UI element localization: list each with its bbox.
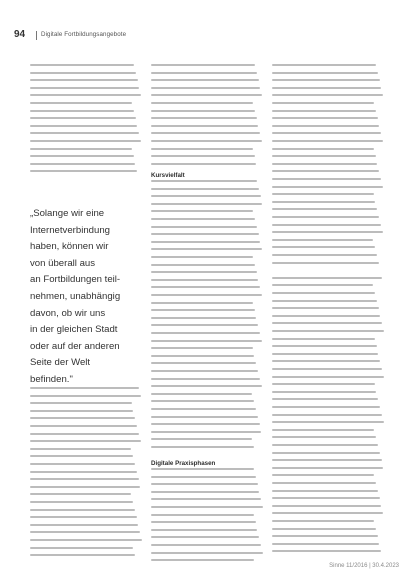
pull-quote-line: von überall aus [30, 257, 96, 269]
pull-quote-line: an Fortbildungen teil- [30, 274, 121, 286]
body-text-line [272, 292, 375, 294]
body-text-line [272, 163, 377, 165]
body-text-line [272, 132, 381, 134]
body-text-line [30, 417, 135, 419]
body-text-line [151, 94, 262, 96]
body-text-line [272, 140, 383, 142]
body-text-line [272, 414, 382, 416]
header-divider [36, 31, 37, 40]
body-text-line [272, 239, 373, 241]
body-text-line [30, 425, 137, 427]
body-text-line [151, 340, 262, 342]
body-text-line [272, 345, 377, 347]
body-text-line [272, 94, 383, 96]
body-text-line [30, 486, 140, 488]
body-text-line [30, 531, 140, 533]
body-text-line [151, 218, 255, 220]
body-text-line [272, 444, 378, 446]
body-text-line [151, 393, 252, 395]
body-text-line [272, 72, 378, 74]
body-text-line [272, 231, 383, 233]
body-text-line [151, 102, 253, 104]
body-text-line [272, 102, 374, 104]
pull-quote-line: Internetverbindung [30, 224, 111, 236]
body-text-line [30, 94, 141, 96]
body-text-line [272, 429, 374, 431]
body-text-line [30, 463, 135, 465]
pull-quote-line: „Solange wir eine [30, 208, 105, 219]
body-text-line [30, 140, 141, 142]
body-text-line [151, 117, 257, 119]
body-text-line [30, 547, 133, 549]
body-text-line [272, 315, 380, 317]
body-text-line [151, 468, 254, 470]
pull-quote-line: nehmen, unabhängig [30, 290, 121, 302]
body-text-line [272, 360, 380, 362]
body-text-line [272, 452, 380, 454]
body-text-line [272, 353, 378, 355]
body-text-line [272, 155, 376, 157]
body-text-line [151, 210, 253, 212]
pull-quote-line: in der gleichen Stadt [30, 324, 118, 336]
body-text-line [151, 423, 260, 425]
section-title: Digitale Fortbildungsangebote [41, 31, 127, 38]
body-text-line [30, 509, 135, 511]
body-text-line [272, 87, 381, 89]
body-text-line [151, 271, 257, 273]
body-text-line [151, 385, 262, 387]
body-text-line [30, 87, 139, 89]
body-text-line [151, 544, 261, 546]
body-text-line [272, 224, 381, 226]
body-text-line [151, 72, 257, 74]
body-text-line [30, 471, 137, 473]
body-text-line [151, 248, 262, 250]
body-text-line [30, 440, 141, 442]
body-text-line [272, 170, 379, 172]
pull-quote [30, 206, 142, 389]
body-text-line [272, 482, 376, 484]
body-text-line [30, 455, 133, 457]
body-text-line [272, 246, 375, 248]
body-text-line [151, 370, 258, 372]
body-text-line [272, 117, 378, 119]
body-text-line [151, 294, 262, 296]
body-text-line [30, 539, 142, 541]
body-text-line [272, 376, 384, 378]
body-text-line [151, 155, 255, 157]
body-text-line [30, 79, 138, 81]
body-text-line [151, 514, 254, 516]
body-text-line [272, 528, 376, 530]
body-text-line [272, 338, 375, 340]
body-text-line [272, 125, 379, 127]
body-text-line [272, 474, 374, 476]
body-text-line [151, 408, 256, 410]
body-text-line [151, 203, 262, 205]
body-text-line [30, 554, 135, 556]
body-text-line [151, 64, 255, 66]
body-text-line [272, 254, 377, 256]
body-text-line [272, 110, 376, 112]
body-text-line [151, 446, 254, 448]
page-footer: Sinne 11/2016 | 30.4.2023 [329, 563, 399, 569]
body-text-line [272, 307, 379, 309]
body-text-line [151, 559, 254, 561]
subhead-kursvielfalt: Kursvielfalt [151, 172, 185, 179]
body-text-line [151, 132, 260, 134]
body-text-line [30, 117, 136, 119]
body-text-line [151, 332, 260, 334]
body-text-line [272, 284, 373, 286]
body-text-line [151, 264, 255, 266]
body-text-line [272, 459, 382, 461]
body-text-line [30, 410, 133, 412]
body-text-line [151, 256, 253, 258]
body-text-line [151, 233, 259, 235]
body-text-line [151, 79, 259, 81]
body-text-line [151, 483, 258, 485]
body-text-line [272, 148, 374, 150]
body-text-line [272, 505, 381, 507]
body-text-line [272, 208, 377, 210]
body-text-line [151, 148, 253, 150]
body-text-line [272, 178, 381, 180]
body-text-line [30, 448, 131, 450]
body-text-line [151, 521, 256, 523]
body-text-line [272, 520, 374, 522]
body-text-line [151, 309, 255, 311]
pull-quote-line: haben, können wir [30, 241, 109, 253]
body-text-line [151, 416, 258, 418]
body-text-line [272, 186, 383, 188]
body-text-line [151, 163, 256, 165]
body-text-line [272, 550, 381, 552]
body-text-line [272, 421, 384, 423]
body-text-line [151, 226, 257, 228]
body-text-line [272, 322, 382, 324]
body-text-line [30, 64, 134, 66]
body-text-line [272, 535, 378, 537]
body-text-line [272, 368, 382, 370]
body-text-line [272, 398, 378, 400]
body-text-line [151, 110, 255, 112]
body-text-line [151, 180, 257, 182]
body-text-line [272, 216, 379, 218]
body-text-line [30, 478, 139, 480]
body-text-line [272, 512, 383, 514]
body-text-line [272, 79, 380, 81]
body-text-line [272, 490, 378, 492]
body-text-line [151, 431, 261, 433]
body-text-line [151, 188, 259, 190]
body-text-line [151, 347, 253, 349]
body-text-line [272, 383, 375, 385]
body-text-line [151, 317, 256, 319]
body-text-line [272, 406, 380, 408]
body-text-line [151, 378, 260, 380]
pull-quote-line: oder auf der anderen [30, 340, 120, 352]
body-text-line [272, 193, 374, 195]
pull-quote-line: Seite der Welt [30, 357, 91, 369]
body-text-line [151, 498, 261, 500]
body-text-line [30, 163, 135, 165]
page-number: 94 [14, 29, 26, 40]
body-text-line [30, 433, 139, 435]
body-text-line [151, 506, 263, 508]
body-text-line [151, 279, 258, 281]
body-text-line [272, 262, 379, 264]
body-text-line [151, 476, 256, 478]
body-text-line [30, 501, 133, 503]
body-text-line [151, 529, 257, 531]
body-text-line [151, 125, 258, 127]
body-text-line [272, 201, 375, 203]
pull-quote-line: davon, ob wir uns [30, 307, 106, 319]
body-text-line [151, 195, 261, 197]
body-text-line [151, 140, 262, 142]
body-text-line [151, 536, 259, 538]
body-text-line [272, 330, 384, 332]
body-text-line [151, 438, 252, 440]
body-text-line [30, 170, 137, 172]
body-text-line [30, 148, 132, 150]
body-text-line [272, 436, 376, 438]
body-text-line [272, 467, 383, 469]
body-text-line [151, 241, 260, 243]
body-text-line [272, 277, 382, 279]
body-text-line [30, 395, 141, 397]
body-text-line [151, 87, 260, 89]
body-text-line [30, 493, 131, 495]
body-text-line [272, 391, 376, 393]
body-text-line [30, 516, 137, 518]
body-text-line [272, 497, 380, 499]
subhead-digitale-praxisphasen: Digitale Praxisphasen [151, 460, 216, 467]
body-text-line [151, 302, 253, 304]
pull-quote-line: befinden." [30, 373, 73, 385]
body-text-line [151, 324, 258, 326]
body-text-line [30, 72, 136, 74]
body-text-line [30, 125, 137, 127]
body-text-line [151, 491, 259, 493]
body-text-line [272, 64, 376, 66]
body-text-line [30, 155, 134, 157]
page-header [14, 28, 399, 44]
body-text-line [30, 524, 138, 526]
body-text-line [151, 400, 254, 402]
body-text-line [151, 286, 260, 288]
body-text-line [151, 362, 256, 364]
body-text-line [30, 102, 132, 104]
body-text-line [151, 552, 263, 554]
body-text-line [151, 355, 254, 357]
body-text-line [30, 402, 132, 404]
body-text-line [272, 300, 377, 302]
body-text-line [30, 110, 134, 112]
body-text-line [272, 543, 379, 545]
body-text-line [30, 132, 139, 134]
